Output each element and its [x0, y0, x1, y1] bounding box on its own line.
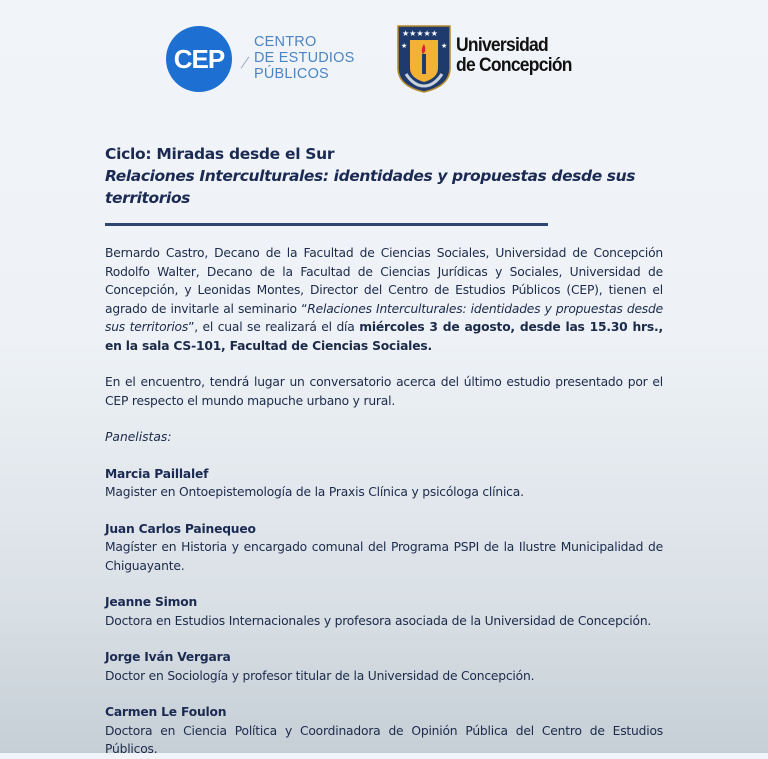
- panelists-label: Panelistas:: [105, 430, 172, 444]
- cycle-subtitle: Relaciones Interculturales: identidades y propuestas desde sus territorios: [105, 167, 636, 207]
- cep-logo-divider: [241, 56, 250, 68]
- invitation-content: [105, 143, 663, 759]
- panelist: [105, 593, 663, 630]
- invitation-paragraph: [105, 244, 663, 355]
- panelist-description: Doctora en Estudios Internacionales y profesora asociada de la Universidad de Concepción.: [105, 613, 652, 628]
- seminar-title: Relaciones Interculturales: identidades y propuestas desde sus territorios: [105, 301, 663, 334]
- panelist-description: Magíster en Historia y encargado comunal del Programa PSPI de la Ilustre Municipalidad de Chiguayante.: [105, 540, 663, 573]
- panelist: [105, 703, 663, 759]
- panelist: [105, 520, 663, 576]
- udec-logo-line-2: de Concepción: [456, 55, 572, 76]
- cep-logo-line-1: CENTRO: [254, 34, 317, 50]
- svg-text:★: ★: [401, 42, 408, 50]
- panelist: [105, 648, 663, 685]
- event-date-place: miércoles 3 de agosto, desde las 15.30 hrs., en la sala CS-101, Facultad de Ciencias Sociales.: [105, 320, 663, 353]
- cep-logo-mark: CEP: [166, 26, 232, 92]
- panelist-description: Doctor en Sociología y profesor titular de la Universidad de Concepción.: [105, 668, 535, 683]
- header-logos: [0, 24, 768, 96]
- cep-logo-line-3: PÚBLICOS: [254, 66, 329, 82]
- encounter-paragraph: En el encuentro, tendrá lugar un conversatorio acerca del último estudio presentado por el CEP respecto el mundo mapuche urbano y rural.: [105, 375, 663, 408]
- udec-shield-icon: [396, 24, 452, 94]
- panelist-name: Carmen Le Foulon: [105, 705, 227, 719]
- udec-logo-line-1: Universidad: [456, 35, 548, 56]
- svg-text:★★★★★: ★★★★★: [402, 29, 438, 38]
- udec-logo-text: [456, 36, 572, 76]
- panelist: [105, 465, 663, 502]
- panelist-name: Jeanne Simon: [105, 595, 198, 609]
- cep-logo-line-2: DE ESTUDIOS: [254, 50, 355, 66]
- cycle-title: Ciclo: Miradas desde el Sur: [105, 145, 335, 163]
- cep-logo-text: [254, 34, 355, 82]
- panelist-name: Jorge Iván Vergara: [105, 650, 231, 664]
- invitation-text-cont: ”, el cual se realizará el día: [188, 320, 360, 334]
- svg-text:★: ★: [441, 42, 448, 50]
- title-divider: [105, 223, 548, 226]
- invitation-text: Bernardo Castro, Decano de la Facultad de Ciencias Sociales, Universidad de Concepción Rodolfo Walter, Decano de la Facultad de Ciencias Jurídicas y Sociales, Universidad de Concepción, y Leonidas Montes, Director del Centro de Estudios Públicos (CEP), tienen el agrado de invitarle al seminario “: [105, 246, 663, 316]
- panelist-description: Doctora en Ciencia Política y Coordinadora de Opinión Pública del Centro de Estudios Públicos.: [105, 723, 663, 756]
- panelist-name: Marcia Paillalef: [105, 466, 209, 481]
- panelist-description: Magister en Ontoepistemología de la Praxis Clínica y psicóloga clínica.: [105, 485, 524, 499]
- panelist-name: Juan Carlos Painequeo: [105, 521, 256, 536]
